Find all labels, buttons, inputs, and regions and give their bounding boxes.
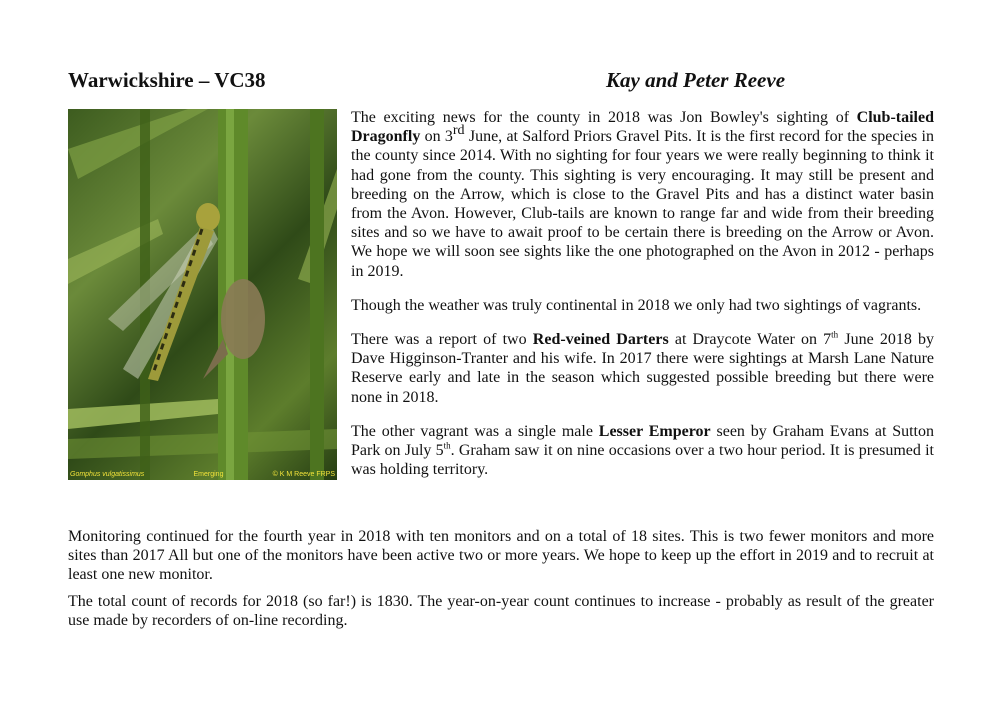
paragraph-monitoring: Monitoring continued for the fourth year in 2018 with ten monitors and on a total of 18 sites. This is two fewer monitors and more sites than 2017 All but one of the monitors have been active two or more years. We hope to keep up the effort in 2019 and to recruit at least one new monitor. [68,528,934,584]
article-page [68,0,934,707]
p3-ordinal: th [831,329,839,340]
paragraph-lesser-emperor [351,422,934,480]
species-lesser-emperor: Lesser Emperor [598,422,711,440]
p3-text-c: at Draycote Water on 7 [668,331,832,349]
paragraph-records: The total count of records for 2018 (so far!) is 1830. The year-on-year count continues to increase - probably as result of the greater use made by recorders of on-line recording. [68,592,934,629]
species-red-veined: Red-veined Darters [532,331,669,349]
photo-caption [70,471,335,478]
right-column [351,108,934,494]
p3-text-d: June 2018 by Dave Higginson-Tranter and his wife. In 2017 there were sightings at Marsh Lane Nature Reserve early and late in the season which suggested possible breeding but there were none in 2018. [351,331,934,406]
paragraph-red-veined [351,330,934,407]
caption-credit: © K M Reeve FRPS [272,471,335,478]
p4-text-a: The other vagrant was a single male [351,422,599,440]
dragonfly-photo [68,109,337,480]
article-header [68,68,934,94]
p1-text-a: The exciting news for the county in 2018 was Jon Bowley's sighting of [351,109,857,126]
dragonfly-illustration [68,109,337,480]
p1-text-c: on 3 [420,128,453,146]
paragraph-vagrants: Though the weather was truly continental in 2018 we only had two sightings of vagrants. [351,296,922,314]
species-club-tailed: Club-tailed Dragonfly [351,109,934,146]
county-title: Warwickshire – VC38 [68,68,266,92]
p1-text-d: June, at Salford Priors Gravel Pits. It is the first record for the species in the county since 2014. With no sighting for four years we were really beginning to think it had gone from the county. This sighting is very encouraging. It may still be present and breeding on the Arrow, which is close to the Gravel Pits and has a distinct water basin from the Avon. However, Club-tails are known to range far and wide from their breeding sites and so we have to await proof to be certain there is breeding on the Arrow or Avon. We hope we will soon see sights like the one photographed on the Avon in 2012 - perhaps in 2019. [351,128,934,280]
p4-text-c: seen by Graham Evans at Sutton Park on July 5 [351,422,934,460]
full-width-section [68,527,934,637]
p3-text-a: There was a report of two [351,331,533,349]
p4-text-d: . Graham saw it on nine occasions over a two hour period. It is presumed it was holding territory. [351,442,934,479]
caption-species: Gomphus vulgatissimus [70,471,145,478]
p1-ordinal: rd [452,122,465,138]
paragraph-club-tailed [351,108,934,281]
authors: Kay and Peter Reeve [606,68,786,92]
caption-stage: Emerging [193,471,224,478]
p4-ordinal: th [443,440,451,451]
